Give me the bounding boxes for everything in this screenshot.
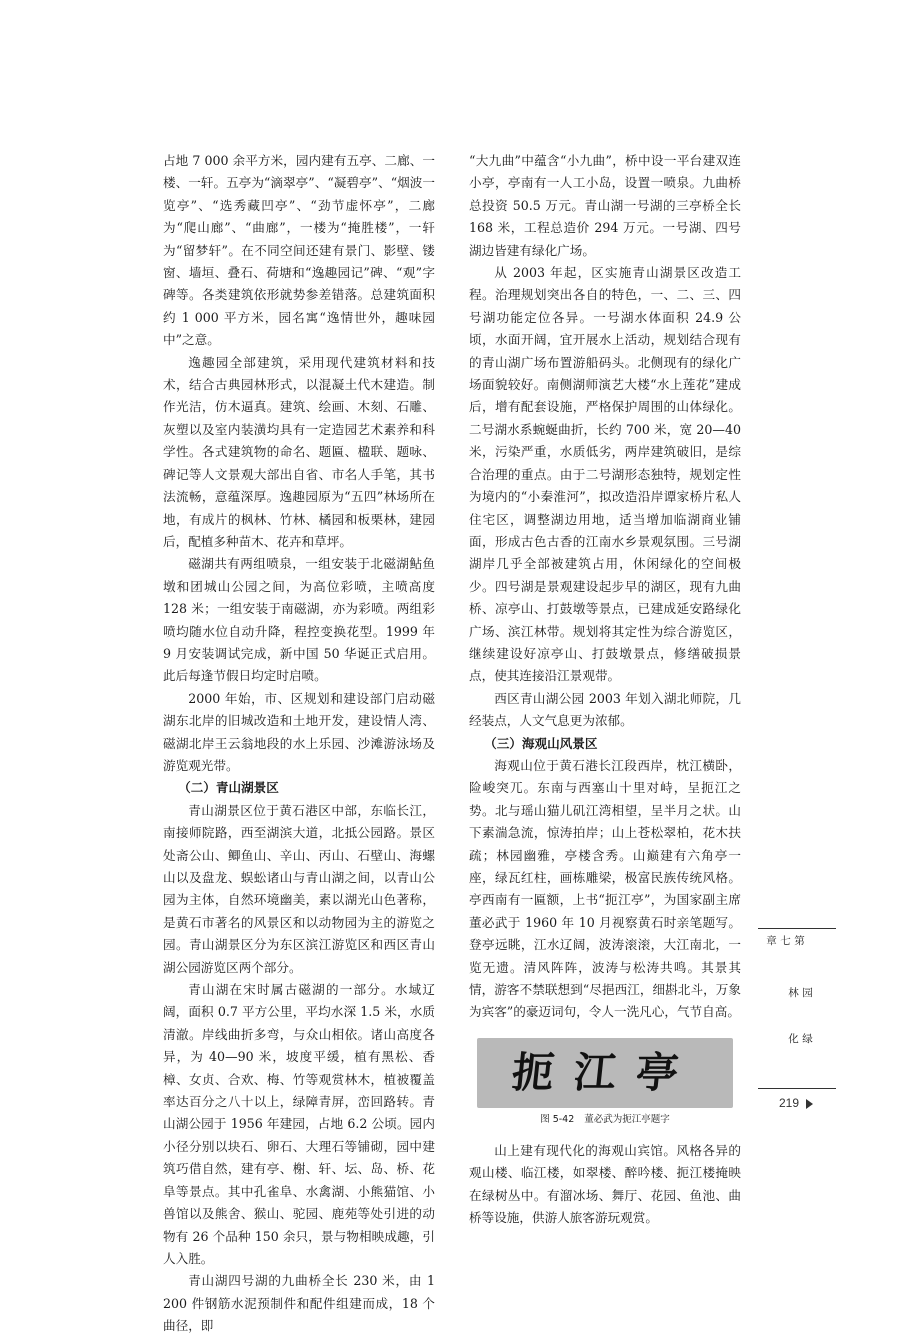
chapter-sidebar: [758, 928, 836, 1050]
section-heading: （三）海观山风景区: [484, 735, 598, 751]
paragraph: 青山湖四号湖的九曲桥全长 230 米，由 1 200 件钢筋水泥预制件和配件组建而成，18 个曲径，即: [163, 1273, 435, 1334]
calligraphy-text: 扼江亭: [509, 1047, 701, 1097]
topic-label: 园林: [787, 987, 813, 1004]
paragraph: 2000 年始，市、区规划和建设部门启动磁湖东北岸的旧城改造和土地开发，建设情人湾、磁湖北岸王云翁地段的水上乐园、沙滩游泳场及游览观光带。: [163, 690, 435, 773]
paragraph: 海观山位于黄石港长江段西岸，枕江横卧，险峻突兀。东南与西塞山十里对峙，呈扼江之势。北与瑶山猫儿矶江湾相望，呈半月之状。山下素湍急流，惊涛拍岸；山上苍松翠柏，花木扶疏；林园幽雅，亭楼含秀。山巅建有六角亭一座，绿瓦红柱，画栋雕梁，极富民族传统风格。亭西南有一匾额，上书“扼江亭”，为国家副主席董必武于 1960 年 10 月视察黄石时亲笔题写。登亭远眺，江水辽阔，波涛滚滚，大江南北，一览无遗。清风阵阵，波涛与松涛共鸣。其景其情，游客不禁联想到“尽挹西江，细斟北斗，万象为宾客”的豪迈词句，令人一洗凡心，气节自高。: [469, 757, 741, 1020]
sidebar-divider: [758, 1088, 836, 1089]
figure-caption: [469, 1112, 741, 1128]
paragraph: 青山湖在宋时属古磁湖的一部分。水域辽阔，面积 0.7 平方公里，平均水深 1.5 米，水质清澈。岸线曲折多弯，与众山相依。诸山高度各异，为 40—90 米，坡度平缓，植有黑松、香樟、女贞、合欢、梅、竹等观赏林木，植被覆盖率达百分之八十以上，绿障青屏，峦回路转。青山湖公园于 1956 年建园，占地 6.2 公顷。园内小径分别以块石、卵石、大理石等铺砌，园中建筑巧借自然，建有亭、榭、轩、坛、岛、桥、花阜等景点。其中孔雀阜、水禽湖、小熊猫馆、小兽馆以及熊舍、猴山、驼园、鹿苑等处引进的动物有 26 个品种 150 余只，景与物相映成趣，引人入胜。: [163, 982, 435, 1266]
caption-number: 图 5-42: [540, 1113, 575, 1125]
paragraph: 逸趣园全部建筑，采用现代建筑材料和技术，结合古典园林形式，以混凝土代木建造。制作光洁，仿木逼真。建筑、绘画、木刻、石雕、灰塑以及室内装潢均具有一定造园艺术素养和科学性。各式建筑物的命名、题匾、楹联、题咏、碑记等人文景观大部出自省、市名人手笔，其书法流畅，意蕴深厚。逸趣园原为“五四”林场所在地，有成片的枫林、竹林、橘园和板栗林，建园后，配植多种苗木、花卉和草坪。: [163, 354, 435, 549]
right-column: [469, 150, 741, 1229]
left-column: [163, 150, 435, 1338]
paragraph: 西区青山湖公园 2003 年划入湖北师院，几经装点，人文气息更为浓郁。: [469, 690, 741, 729]
caption-text: 董必武为扼江亭题字: [584, 1113, 670, 1125]
page-arrow-icon: [806, 1099, 813, 1109]
chapter-label: 第七章: [765, 935, 805, 952]
calligraphy-figure: [477, 1038, 733, 1108]
subtopic-label: 绿化: [787, 1033, 813, 1050]
paragraph: 磁湖共有两组喷泉，一组安装于北磁湖鲇鱼墩和团城山公园之间，为高位彩喷，主喷高度 128 米；一组安装于南磁湖，亦为彩喷。两组彩喷均随水位自动升降，程控变换花型。1999 年 9 月安装调试完成，新中国 50 华诞正式启用。此后每逢节假日均定时启喷。: [163, 556, 435, 684]
section-heading: （二）青山湖景区: [178, 780, 279, 796]
paragraph: 青山湖景区位于黄石港区中部，东临长江，南接师院路，西至湖滨大道，北抵公园路。景区处斋公山、鲫鱼山、辛山、丙山、石壁山、海螺山以及盘龙、蜈蚣诸山与青山湖之间，以青山公园为主体，自然环境幽美，素以湖光山色著称，是黄石市著名的风景区和以动物园为主的游览之园。青山湖景区分为东区滨江游览区和西区青山湖公园游览区两个部分。: [163, 802, 435, 975]
paragraph: 山上建有现代化的海观山宾馆。风格各异的观山楼、临江楼，如翠楼、醉吟楼、扼江楼掩映在绿树丛中。有溜冰场、舞厅、花园、鱼池、曲桥等设施，供游人旅客游玩观赏。: [469, 1142, 741, 1226]
paragraph: “大九曲”中蕴含“小九曲”，桥中设一平台建双连小亭，亭南有一人工小岛，设置一喷泉。九曲桥总投资 50.5 万元。青山湖一号湖的三亭桥全长 168 米，工程总造价 294 万元。一号湖、四号湖边皆建有绿化广场。: [469, 153, 741, 258]
paragraph: 从 2003 年起，区实施青山湖景区改造工程。治理规划突出各自的特色，一、二、三、四号湖功能定位各异。一号湖水体面积 24.9 公顷，水面开阔，宜开展水上活动，规划结合现有的青山湖广场布置游船码头。北侧现有的绿化广场面貌较好。南侧湖师演艺大楼“水上莲花”建成后，增有配套设施，严格保护周围的山体绿化。二号湖水系蜿蜒曲折，长约 700 米，宽 20—40 米，污染严重，水质低劣，两岸建筑破旧，是综合治理的重点。由于二号湖形态独特，规划定性为境内的“小秦淮河”，拟改造沿岸谭家桥片私人住宅区，调整湖边用地，适当增加临湖商业铺面，形成古色古香的江南水乡景观氛围。三号湖湖岸几乎全部被建筑占用，休闲绿化的空间极少。四号湖是景观建设起步早的湖区，现有九曲桥、凉亭山、打鼓墩等景点，已建成延安路绿化广场、滨江林带。规划将其定性为综合游览区，继续建设好凉亭山、打鼓墩景点，修缮破损景点，使其连接沿江景观带。: [469, 265, 741, 684]
paragraph: 占地 7 000 余平方米，园内建有五亭、二廊、一楼、一轩。五亭为“滴翠亭”、“凝碧亭”、“烟波一览亭”、“选秀藏凹亭”、“劲节虚怀亭”，二廊为“爬山廊”、“曲廊”，一楼为“掩胜楼”，一轩为“留梦轩”。在不同空间还建有景门、影壁、镂窗、墙垣、叠石、荷塘和“逸趣园记”碑、“观”字碑等。各类建筑依形就势参差错落。总建筑面积约 1 000 平方米，园名寓“逸情世外，趣味园中”之意。: [163, 153, 435, 348]
page-number: 219: [779, 1096, 800, 1110]
